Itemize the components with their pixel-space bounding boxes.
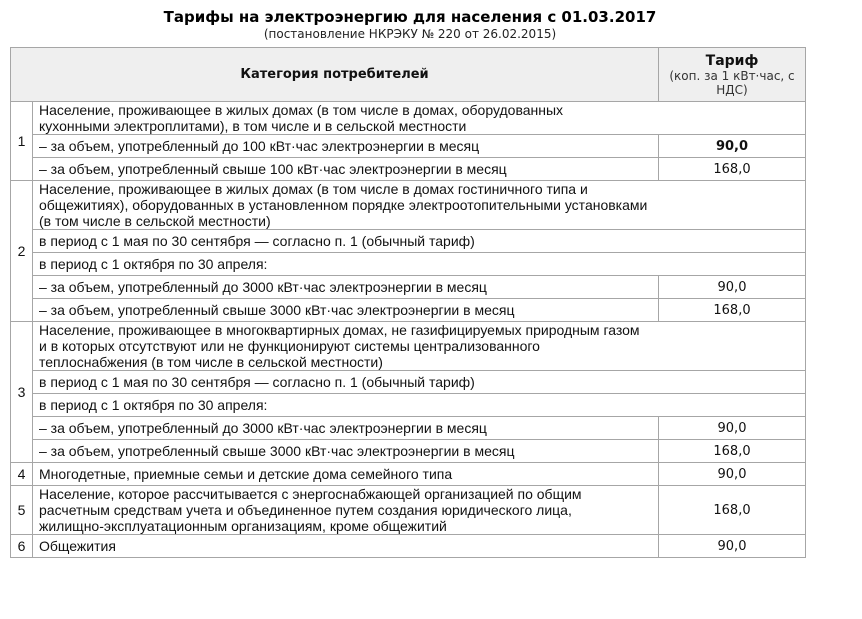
tariff-value: 90,0 [659,417,806,440]
tariffs-table [10,47,806,558]
table-row [11,417,806,440]
category-subitem: – за объем, употребленный до 100 кВт·час электроэнергии в месяц [33,135,659,158]
category-title: Население, проживающее в многоквартирных домах, не газифицируемых природным газом и в которых отсутствуют или не функционируют системы централизованного теплоснабжения (в том числе в сельской местности) [33,322,806,371]
category-note: в период с 1 октября по 30 апреля: [33,253,806,276]
category-subitem: – за объем, употребленный до 3000 кВт·час электроэнергии в месяц [33,276,659,299]
tariff-value: 90,0 [659,276,806,299]
table-row [11,394,806,417]
category-title: Общежития [33,535,659,558]
table-row [11,276,806,299]
table-row [11,158,806,181]
category-subitem: – за объем, употребленный свыше 100 кВт·час электроэнергии в месяц [33,158,659,181]
page-title: Тарифы на электроэнергию для населения с 01.03.2017 [163,8,657,26]
row-number: 5 [11,486,33,535]
table-row [11,371,806,394]
row-number: 2 [11,181,33,322]
row-number: 1 [11,102,33,181]
column-header-category: Категория потребителей [11,48,659,102]
tariff-value: 168,0 [659,486,806,535]
tariff-value: 168,0 [659,440,806,463]
table-row [11,102,806,135]
category-title: Население, проживающее в жилых домах (в том числе в домах гостиничного типа и общежитиях), оборудованных в установленном порядке электроотопительными установками (в том числе в сельской местности) [33,181,806,230]
category-subitem: – за объем, употребленный до 3000 кВт·час электроэнергии в месяц [33,417,659,440]
tariff-value: 90,0 [659,463,806,486]
table-row [11,135,806,158]
category-title: Население, которое рассчитывается с энергоснабжающей организацией по общим расчетным средствам учета и объединенное путем создания юридического лица, жилищно-эксплуатационным организациям, кроме общежитий [33,486,659,535]
table-header-row [11,48,806,102]
table-row [11,322,806,371]
table-row [11,230,806,253]
category-note: в период с 1 октября по 30 апреля: [33,394,806,417]
row-number: 3 [11,322,33,463]
tariff-value: 168,0 [659,299,806,322]
tariff-value: 90,0 [659,535,806,558]
tariff-header-unit: (коп. за 1 кВт·час, с НДС) [669,68,795,97]
category-subitem: – за объем, употребленный свыше 3000 кВт·час электроэнергии в месяц [33,299,659,322]
table-row [11,181,806,230]
title-block [0,8,820,42]
row-number: 6 [11,535,33,558]
category-note: в период с 1 мая по 30 сентября — согласно п. 1 (обычный тариф) [33,371,806,394]
tariff-value: 168,0 [659,158,806,181]
table-row [11,440,806,463]
table-row [11,535,806,558]
column-header-tariff [659,48,806,102]
row-number: 4 [11,463,33,486]
table-row [11,463,806,486]
table-row [11,299,806,322]
table-row [11,486,806,535]
category-note: в период с 1 мая по 30 сентября — согласно п. 1 (обычный тариф) [33,230,806,253]
category-title: Многодетные, приемные семьи и детские дома семейного типа [33,463,659,486]
tariff-header-label: Тариф [705,52,759,69]
category-subitem: – за объем, употребленный свыше 3000 кВт·час электроэнергии в месяц [33,440,659,463]
table-row [11,253,806,276]
page-subtitle: (постановление НКРЭКУ № 220 от 26.02.2015) [263,27,557,41]
tariff-value: 90,0 [659,135,806,158]
category-title: Население, проживающее в жилых домах (в том числе в домах, оборудованных кухонными электроплитами), в том числе и в сельской местности [33,102,806,135]
